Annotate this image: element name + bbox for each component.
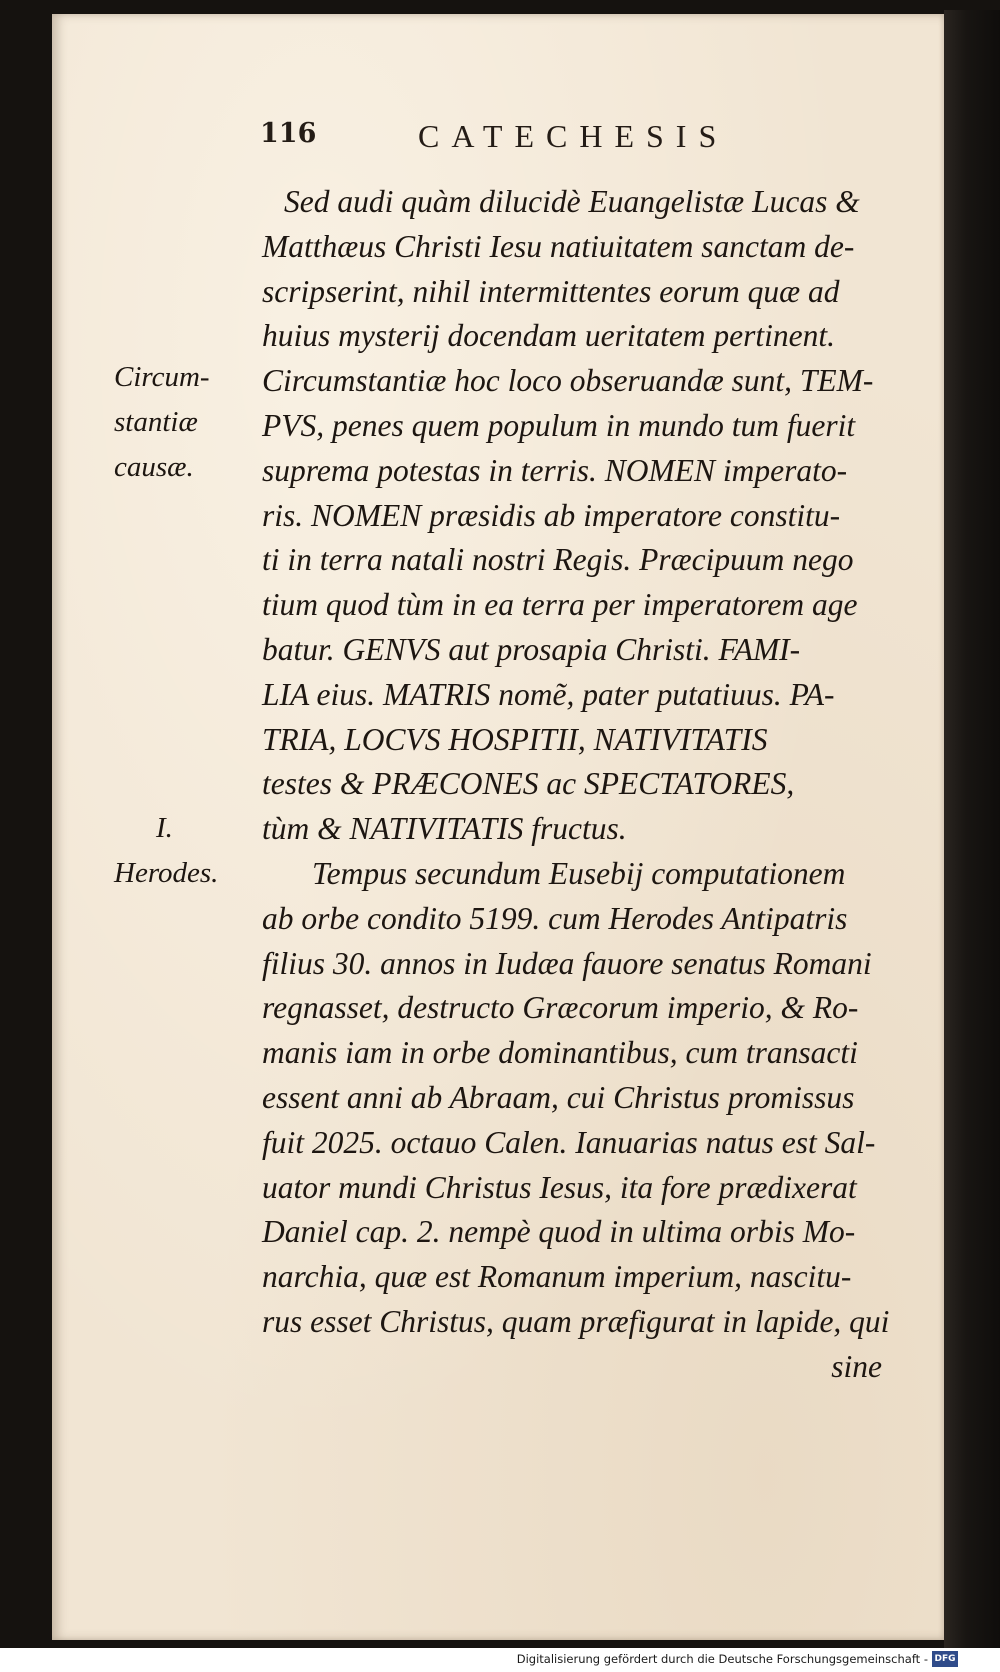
text-line: ris. NOMEN præsidis ab imperatore constitu- — [262, 497, 841, 533]
catchword: sine — [831, 1348, 882, 1384]
text-line: ab orbe condito 5199. cum Herodes Antipatris — [262, 900, 848, 936]
margin-note-line: causæ. — [114, 450, 194, 483]
text-line: narchia, quæ est Romanum imperium, nascitu- — [262, 1259, 852, 1295]
text-line: huius mysterij docendam ueritatem pertinent. — [262, 318, 836, 354]
text-line: scripserint, nihil intermittentes eorum quæ ad — [262, 273, 840, 309]
text-line: manis iam in orbe dominantibus, cum transacti — [262, 1035, 858, 1071]
text-line: PVS, penes quem populum in mundo tum fuerit — [262, 407, 856, 443]
page-number: 116 — [260, 118, 317, 149]
text-line: rus esset Christus, quam præfigurat in lapide, qui — [262, 1303, 890, 1339]
text-line: tùm & NATIVITATIS fructus. — [262, 811, 627, 847]
text-line: suprema potestas in terris. NOMEN imperato- — [262, 452, 848, 488]
book-edge — [944, 10, 1000, 1648]
body-text — [262, 180, 890, 1390]
text-line: testes & PRÆCONES ac SPECTATORES, — [262, 766, 795, 802]
running-title: CATECHESIS — [418, 118, 729, 154]
text-line: batur. GENVS aut prosapia Christi. FAMI- — [262, 631, 801, 667]
page-header — [260, 118, 820, 158]
text-line: tium quod tùm in ea terra per imperatorem age — [262, 587, 858, 623]
text-line: filius 30. annos in Iudæa fauore senatus Romani — [262, 945, 872, 981]
text-line: regnasset, destructo Græcorum imperio, & Ro- — [262, 990, 859, 1026]
margin-note-line: stantiæ — [114, 405, 198, 438]
text-line: fuit 2025. octauo Calen. Ianuarias natus est Sal- — [262, 1124, 876, 1160]
text-line: ti in terra natali nostri Regis. Præcipuum nego — [262, 542, 854, 578]
margin-note-herodes — [114, 806, 244, 896]
text-line: essent anni ab Abraam, cui Christus promissus — [262, 1079, 855, 1115]
funding-notice: Digitalisierung gefördert durch die Deutsche Forschungsgemeinschaft - — [516, 1652, 928, 1666]
dfg-logo: DFG — [932, 1651, 958, 1667]
margin-note-circumstantiae — [114, 355, 244, 489]
text-line: LIA eius. MATRIS nomẽ, pater putatiuus. PA- — [262, 676, 835, 712]
text-line: Circumstantiæ hoc loco obseruandæ sunt, TEM- — [262, 363, 874, 399]
text-line: Tempus secundum Eusebij computationem — [312, 855, 846, 891]
text-line: Sed audi quàm dilucidè Euangelistæ Lucas & — [284, 184, 860, 219]
margin-note-line: Circum- — [114, 361, 210, 393]
text-line: Matthæus Christi Iesu natiuitatem sanctam de- — [262, 228, 855, 264]
footer-bar — [0, 1648, 1000, 1672]
text-line: TRIA, LOCVS HOSPITII, NATIVITATIS — [262, 721, 768, 757]
text-line: Daniel cap. 2. nempè quod in ultima orbis Mo- — [262, 1214, 856, 1250]
margin-note-line: I. — [156, 812, 173, 844]
text-line: uator mundi Christus Iesus, ita fore prædixerat — [262, 1169, 857, 1205]
margin-note-line: Herodes. — [114, 856, 219, 889]
